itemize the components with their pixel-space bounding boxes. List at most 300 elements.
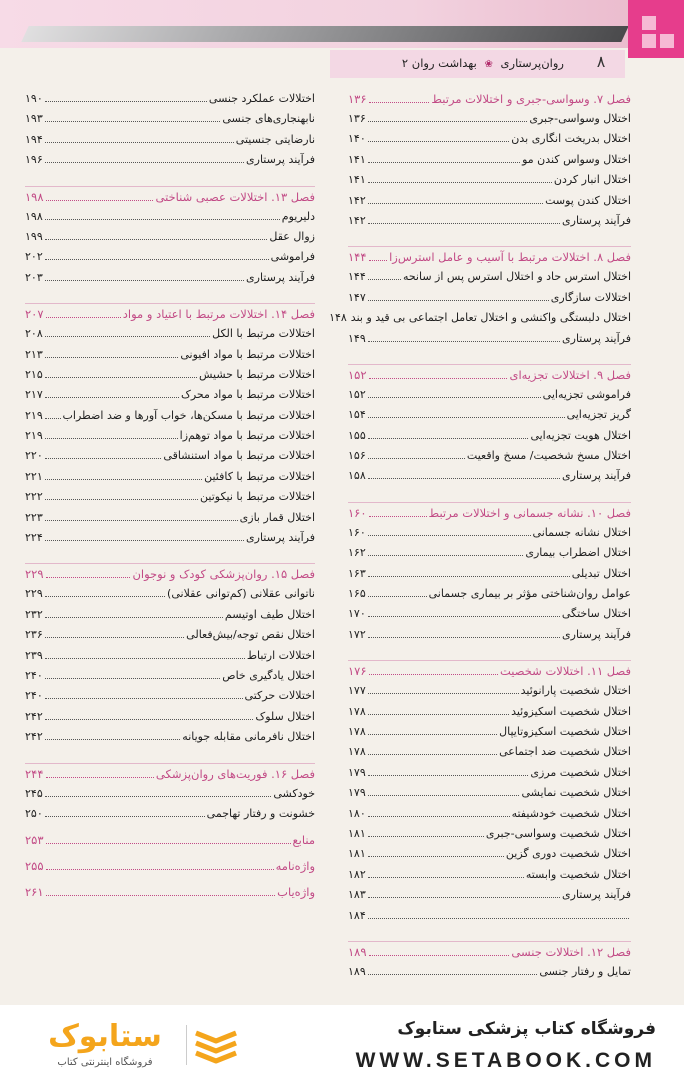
toc-entry[interactable]	[348, 766, 631, 786]
chapter-heading[interactable]	[348, 368, 631, 388]
section-gap	[25, 291, 315, 303]
toc-entry[interactable]	[25, 787, 315, 807]
entry-title: اختلال ساختگی	[561, 607, 631, 621]
entry-title: اختلال شخصیت اسکیزوئید	[511, 704, 631, 718]
entry-page: ۲۲۳	[25, 510, 43, 524]
dot-leader	[368, 341, 560, 342]
toc-section	[25, 833, 315, 853]
toc-entry[interactable]	[348, 408, 631, 428]
entry-title: اختلال کندن پوست	[545, 193, 631, 207]
toc-entry[interactable]	[348, 705, 631, 725]
chapter-page: ۲۵۵	[25, 859, 44, 874]
dot-leader	[368, 182, 552, 183]
entry-title: اختلال شخصیت ضد اجتماعی	[499, 745, 631, 759]
entry-page: ۱۵۸	[348, 469, 366, 483]
entry-page: ۲۳۹	[25, 648, 43, 662]
chapter-title: فصل ۱۰. نشانه جسمانی و اختلالات مرتبط	[428, 505, 631, 520]
entry-title: خودکشی	[273, 786, 315, 800]
entry-page: ۱۷۹	[348, 765, 366, 779]
book-title: روان‌پرستاری	[500, 56, 564, 70]
chapter-heading[interactable]	[25, 767, 315, 787]
entry-page: ۱۹۳	[25, 112, 43, 126]
chapter-page: ۲۶۱	[25, 885, 44, 900]
dot-leader	[368, 535, 531, 536]
dot-leader	[368, 816, 510, 817]
entry-page: ۱۴۱	[348, 173, 366, 187]
toc-entry[interactable]	[348, 291, 631, 311]
dot-leader	[45, 418, 61, 419]
section-divider	[25, 303, 315, 304]
toc-entry[interactable]	[25, 511, 315, 531]
toc-entry[interactable]	[348, 628, 631, 648]
entry-page: ۱۴۷	[348, 290, 366, 304]
entry-page: ۱۹۰	[25, 92, 43, 105]
dot-leader	[45, 438, 178, 439]
entry-page: ۱۴۲	[348, 193, 366, 207]
dot-leader	[369, 102, 430, 103]
running-head-text	[402, 56, 564, 70]
chapter-title: فصل ۷. وسواسی-جبری و اختلالات مرتبط	[431, 92, 631, 106]
entry-title: فرآیند پرستاری	[562, 888, 631, 902]
entry-page: ۲۴۰	[25, 689, 43, 703]
chapter-heading[interactable]	[25, 859, 315, 879]
dot-leader	[368, 203, 543, 204]
toc-entry[interactable]	[25, 449, 315, 469]
chapter-title: فصل ۱۶. فوریت‌های روان‌پزشکی	[155, 766, 315, 781]
toc-section	[348, 92, 631, 234]
chapter-title: فصل ۱۱. اختلالات شخصیت	[500, 664, 631, 679]
dot-leader	[46, 869, 274, 870]
corner-pink-block	[628, 0, 684, 58]
toc-entry[interactable]	[348, 847, 631, 867]
toc-right-column	[329, 92, 631, 985]
entry-page: ۲۴۲	[25, 709, 43, 723]
entry-page: ۱۹۸	[25, 209, 43, 223]
entry-title: نابهنجاری‌های جنسی	[222, 112, 315, 126]
dot-leader	[369, 674, 498, 675]
logo-text: ستابوک	[48, 1019, 162, 1054]
dot-leader	[45, 397, 179, 398]
entry-title: اختلالات عملکرد جنسی	[208, 92, 315, 105]
toc-entry[interactable]	[348, 153, 631, 173]
chapter-title: فصل ۸. اختلالات مرتبط با آسیب و عامل استرس‌زا	[389, 250, 631, 265]
chapter-heading[interactable]	[25, 190, 315, 210]
entry-title: دلیریوم	[281, 209, 315, 223]
entry-page: ۲۰۲	[25, 250, 43, 264]
header-gradient-bar	[21, 26, 628, 42]
chapter-title: واژه‌یاب	[277, 885, 315, 900]
store-url[interactable]: WWW.SETABOOK.COM	[355, 1049, 656, 1072]
dot-leader	[368, 417, 565, 418]
entry-page: ۱۴۹	[348, 331, 366, 345]
toc-entry[interactable]	[25, 230, 315, 250]
book-subtitle: بهداشت روان ۲	[401, 56, 477, 70]
section-gap	[348, 352, 631, 364]
entry-title: اختلال وسواسی-جبری	[529, 112, 631, 125]
toc-entry[interactable]	[348, 388, 631, 408]
entry-page: ۲۱۹	[25, 408, 43, 422]
chapter-page: ۱۶۰	[348, 505, 367, 520]
toc-entry[interactable]	[348, 429, 631, 449]
flower-icon: ❀	[484, 59, 493, 70]
chapter-title: فصل ۱۴. اختلالات مرتبط با اعتیاد و مواد	[122, 307, 315, 322]
entry-title: زوال عقل	[269, 229, 315, 243]
toc-entry[interactable]	[25, 133, 315, 153]
section-divider	[348, 364, 631, 365]
dot-leader	[368, 918, 629, 919]
toc-entry[interactable]	[329, 311, 631, 331]
chapter-heading[interactable]	[348, 506, 631, 526]
entry-page: ۱۸۲	[348, 867, 366, 881]
entry-page: ۱۴۱	[348, 152, 366, 166]
toc-section	[25, 190, 315, 292]
entry-title: اختلال یادگیری خاص	[222, 668, 315, 682]
entry-page: ۲۰۸	[25, 327, 43, 341]
dot-leader	[368, 223, 560, 224]
entry-title: عوامل روان‌شناختی مؤثر بر بیماری جسمانی	[428, 587, 631, 601]
toc-entry[interactable]	[25, 112, 315, 132]
dot-leader	[45, 219, 280, 220]
entry-page: ۲۱۵	[25, 367, 43, 381]
dot-leader	[368, 397, 541, 398]
store-footer	[0, 1005, 684, 1080]
toc-entry[interactable]	[348, 567, 631, 587]
entry-page: ۲۴۰	[25, 668, 43, 682]
entry-title: ناتوانی عقلانی (کم‌توانی عقلانی)	[167, 587, 315, 601]
dot-leader	[45, 458, 162, 459]
toc-section	[25, 92, 315, 174]
dot-leader	[45, 698, 243, 699]
toc-entry[interactable]	[348, 526, 631, 546]
toc-entry[interactable]	[348, 112, 631, 132]
entry-title: اختلالات مرتبط با مواد محرک	[181, 388, 315, 402]
dot-leader	[45, 596, 165, 597]
toc-entry[interactable]	[25, 153, 315, 173]
section-gap	[348, 234, 631, 246]
entry-page: ۲۳۶	[25, 628, 43, 642]
section-gap	[348, 929, 631, 941]
chapter-page: ۲۰۷	[25, 307, 44, 322]
chapter-title: فصل ۱۲. اختلالات جنسی	[511, 944, 631, 959]
section-gap	[348, 490, 631, 502]
chapter-heading[interactable]	[25, 307, 315, 327]
entry-title: خشونت و رفتار تهاجمی	[206, 806, 315, 820]
toc-entry[interactable]	[348, 587, 631, 607]
toc-entry[interactable]	[25, 689, 315, 709]
toc-section	[25, 567, 315, 750]
entry-title: اختلال شخصیت مرزی	[530, 765, 631, 779]
toc-entry[interactable]	[348, 725, 631, 745]
entry-page: ۱۶۰	[348, 525, 366, 539]
section-gap	[25, 751, 315, 763]
toc-entry[interactable]	[25, 587, 315, 607]
chapter-heading[interactable]	[348, 664, 631, 684]
toc-entry[interactable]	[25, 348, 315, 368]
chapter-heading[interactable]	[25, 567, 315, 587]
dot-leader	[46, 895, 276, 896]
entry-title: اختلالات مرتبط با مواد استنشاقی	[163, 449, 315, 463]
entry-page: ۱۶۵	[348, 587, 366, 601]
entry-title: اختلال هویت تجزیه‌ایی	[530, 428, 631, 442]
entry-page: ۲۳۲	[25, 607, 43, 621]
entry-title: اختلالات مرتبط با حشیش	[198, 367, 315, 381]
entry-title: اختلال قمار بازی	[239, 510, 315, 524]
dot-leader	[45, 719, 254, 720]
chapter-page: ۱۷۶	[348, 664, 367, 679]
dot-leader	[368, 795, 520, 796]
toc-entry[interactable]	[25, 628, 315, 648]
dot-leader	[368, 775, 529, 776]
section-divider	[25, 563, 315, 564]
entry-title: اختلال شخصیت وابسته	[525, 867, 631, 881]
entry-page: ۱۹۴	[25, 132, 43, 146]
dot-leader	[45, 121, 221, 122]
chapter-page: ۱۴۴	[348, 250, 367, 265]
entry-title: اختلال طیف اوتیسم	[224, 607, 315, 621]
dot-leader	[368, 279, 401, 280]
entry-title: اختلالات مرتبط با مسکن‌ها، خواب آورها و ضد اضطراب	[62, 408, 315, 422]
dot-leader	[368, 596, 427, 597]
entry-page: ۱۶۲	[348, 546, 366, 560]
toc-entry[interactable]	[25, 409, 315, 429]
dot-leader	[368, 734, 497, 735]
dot-leader	[45, 678, 221, 679]
toc-entry[interactable]	[348, 888, 631, 908]
entry-page: ۱۴۰	[348, 132, 366, 146]
toc-entry[interactable]	[348, 827, 631, 847]
chapter-page: ۲۵۳	[25, 833, 44, 848]
entry-page: ۱۸۱	[348, 847, 366, 861]
dot-leader	[368, 576, 570, 577]
entry-title: اختلال شخصیت خودشیفته	[511, 806, 631, 820]
entry-title: فرآیند پرستاری	[562, 331, 631, 345]
dot-leader	[45, 816, 205, 817]
toc-entry[interactable]	[25, 327, 315, 347]
toc-entry[interactable]	[25, 92, 315, 112]
entry-page: ۱۵۵	[348, 428, 366, 442]
dot-leader	[368, 616, 560, 617]
entry-page: ۱۵۶	[348, 449, 366, 463]
dot-leader	[369, 260, 388, 261]
section-divider	[348, 502, 631, 503]
section-divider	[25, 763, 315, 764]
toc-entry[interactable]	[25, 649, 315, 669]
dot-leader	[368, 458, 465, 459]
toc-entry[interactable]	[348, 469, 631, 489]
toc-entry[interactable]	[348, 546, 631, 566]
entry-title: اختلال انبار کردن	[553, 173, 631, 187]
entry-page: ۲۰۳	[25, 270, 43, 284]
toc-entry[interactable]	[25, 730, 315, 750]
dot-leader	[368, 754, 497, 755]
entry-page: ۲۲۲	[25, 490, 43, 504]
dot-leader	[45, 239, 268, 240]
entry-page: ۲۱۷	[25, 388, 43, 402]
dot-leader	[45, 357, 179, 358]
toc-entry[interactable]	[348, 786, 631, 806]
toc-entry[interactable]	[25, 388, 315, 408]
chapter-title: منابع	[292, 833, 315, 848]
entry-title: اختلالات مرتبط با الکل	[212, 327, 315, 341]
toc-entry[interactable]	[25, 490, 315, 510]
dot-leader	[368, 141, 510, 142]
dot-leader	[45, 101, 207, 102]
dot-leader	[46, 843, 291, 844]
dot-leader	[45, 499, 198, 500]
toc-entry[interactable]	[348, 332, 631, 352]
dot-leader	[368, 714, 509, 715]
chapter-page: ۱۳۶	[348, 92, 367, 106]
section-divider	[25, 186, 315, 187]
dot-leader	[368, 555, 524, 556]
entry-page: ۲۱۳	[25, 347, 43, 361]
dot-leader	[368, 856, 504, 857]
chapter-heading[interactable]	[348, 945, 631, 965]
chapter-heading[interactable]	[348, 250, 631, 270]
toc-section	[25, 307, 315, 551]
toc-entry[interactable]	[25, 368, 315, 388]
toc-entry[interactable]	[348, 173, 631, 193]
toc-section	[329, 250, 631, 352]
entry-title: اختلال تبدیلی	[571, 566, 631, 580]
entry-title: فرآیند پرستاری	[246, 531, 315, 545]
dot-leader	[369, 516, 427, 517]
dot-leader	[368, 637, 560, 638]
book-stack-icon	[194, 1023, 238, 1067]
toc-entry[interactable]	[25, 710, 315, 730]
toc-entry[interactable]	[25, 807, 315, 827]
entry-page: ۱۷۰	[348, 607, 366, 621]
entry-page: ۱۹۹	[25, 229, 43, 243]
entry-title: فرآیند پرستاری	[562, 627, 631, 641]
dot-leader	[46, 317, 121, 318]
toc-entry[interactable]	[348, 214, 631, 234]
chapter-title: فصل ۹. اختلالات تجزیه‌ای	[509, 367, 631, 382]
store-name: فروشگاه کتاب پزشکی ستابوک	[397, 1019, 656, 1039]
entry-title: اختلال بدریخت انگاری بدن	[511, 132, 631, 146]
toc-entry[interactable]	[348, 965, 631, 985]
dot-leader	[46, 577, 131, 578]
entry-title: اختلالات مرتبط با مواد توهم‌زا	[179, 429, 315, 443]
logo-divider	[186, 1025, 187, 1065]
entry-page: ۲۲۴	[25, 531, 43, 545]
section-gap	[348, 648, 631, 660]
entry-page: ۱۴۴	[348, 270, 366, 284]
entry-title: اختلال شخصیت نمایشی	[521, 786, 631, 800]
entry-page: ۲۵۰	[25, 806, 43, 820]
entry-page: ۱۸۹	[348, 964, 366, 978]
toc-entry[interactable]	[348, 909, 631, 929]
chapter-heading[interactable]	[25, 833, 315, 853]
toc-entry[interactable]	[348, 132, 631, 152]
toc-entry[interactable]	[25, 531, 315, 551]
toc-entry[interactable]	[25, 669, 315, 689]
entry-title: اختلالات ارتباط	[246, 648, 315, 662]
toc-entry[interactable]	[348, 607, 631, 627]
entry-title: اختلال شخصیت دوری گزین	[505, 847, 631, 861]
section-divider	[348, 246, 631, 247]
entry-title: اختلالات مرتبط با نیکوتین	[200, 490, 315, 504]
entry-title: نارضایتی جنسیتی	[235, 132, 315, 146]
entry-title: اختلال نافرمانی مقابله جویانه	[182, 730, 315, 744]
toc-entry[interactable]	[348, 745, 631, 765]
entry-title: اختلالات سازگاری	[550, 290, 631, 304]
toc-entry[interactable]	[348, 194, 631, 214]
toc-section	[348, 664, 631, 929]
entry-page: ۱۸۴	[348, 908, 366, 922]
section-gap	[25, 174, 315, 186]
chapter-title: فصل ۱۳. اختلالات عصبی شناختی	[155, 189, 315, 204]
entry-title: فرآیند پرستاری	[246, 270, 315, 284]
toc-section	[348, 506, 631, 648]
toc-entry[interactable]	[25, 429, 315, 449]
dot-leader	[368, 300, 549, 301]
chapter-heading[interactable]	[348, 92, 631, 112]
entry-title: اختلال شخصیت اسکیزوتایپال	[499, 724, 631, 738]
chapter-page: ۲۲۹	[25, 567, 44, 582]
toc-entry[interactable]	[25, 250, 315, 270]
entry-title: اختلال دلبستگی واکنشی و اختلال تعامل اجتماعی بی قید و بند	[350, 311, 631, 325]
dot-leader	[368, 897, 560, 898]
dot-leader	[368, 121, 528, 122]
chapter-heading[interactable]	[25, 885, 315, 905]
entry-title: اختلال اضطراب بیماری	[525, 546, 631, 560]
toc-entry[interactable]	[25, 608, 315, 628]
chapter-title: فصل ۱۵. روان‌پزشکی کودک و نوجوان	[132, 567, 315, 582]
dot-leader	[45, 479, 202, 480]
toc-entry[interactable]	[25, 470, 315, 490]
page-number: ۸	[596, 52, 606, 71]
chapter-title: واژه‌نامه	[275, 859, 315, 874]
toc-entry[interactable]	[25, 210, 315, 230]
entry-page: ۱۵۲	[348, 387, 366, 401]
entry-page: ۲۴۵	[25, 786, 43, 800]
entry-page: ۱۸۰	[348, 806, 366, 820]
entry-page: ۲۲۹	[25, 587, 43, 601]
entry-title: اختلالات حرکتی	[244, 689, 315, 703]
chapter-page: ۱۵۲	[348, 367, 367, 382]
dot-leader	[45, 637, 184, 638]
toc-section	[25, 885, 315, 905]
entry-title: اختلال شخصیت پارانوئید	[520, 684, 631, 698]
chapter-page: ۲۴۴	[25, 766, 44, 781]
dot-leader	[45, 377, 197, 378]
entry-title: اختلالات مرتبط با مواد افیونی	[180, 347, 315, 361]
toc-section	[348, 945, 631, 985]
entry-title: فرآیند پرستاری	[562, 469, 631, 483]
dot-leader	[45, 280, 244, 281]
chapter-page: ۱۸۹	[348, 944, 367, 959]
dot-leader	[46, 200, 154, 201]
toc-entry[interactable]	[348, 449, 631, 469]
entry-title: تمایل و رفتار جنسی	[539, 964, 631, 978]
toc-entry[interactable]	[348, 270, 631, 290]
entry-page: ۱۷۸	[348, 745, 366, 759]
dot-leader	[368, 836, 484, 837]
section-gap	[25, 551, 315, 563]
toc-entry[interactable]	[348, 684, 631, 704]
entry-title: اختلال استرس حاد و اختلال استرس پس از سانحه	[402, 270, 631, 284]
entry-page: ۲۴۲	[25, 730, 43, 744]
toc-section	[25, 859, 315, 879]
toc-entry[interactable]	[348, 807, 631, 827]
toc-section	[348, 368, 631, 490]
dot-leader	[368, 693, 519, 694]
toc-entry[interactable]	[348, 868, 631, 888]
toc-entry[interactable]	[25, 271, 315, 291]
entry-page: ۱۷۹	[348, 786, 366, 800]
dot-leader	[369, 955, 510, 956]
